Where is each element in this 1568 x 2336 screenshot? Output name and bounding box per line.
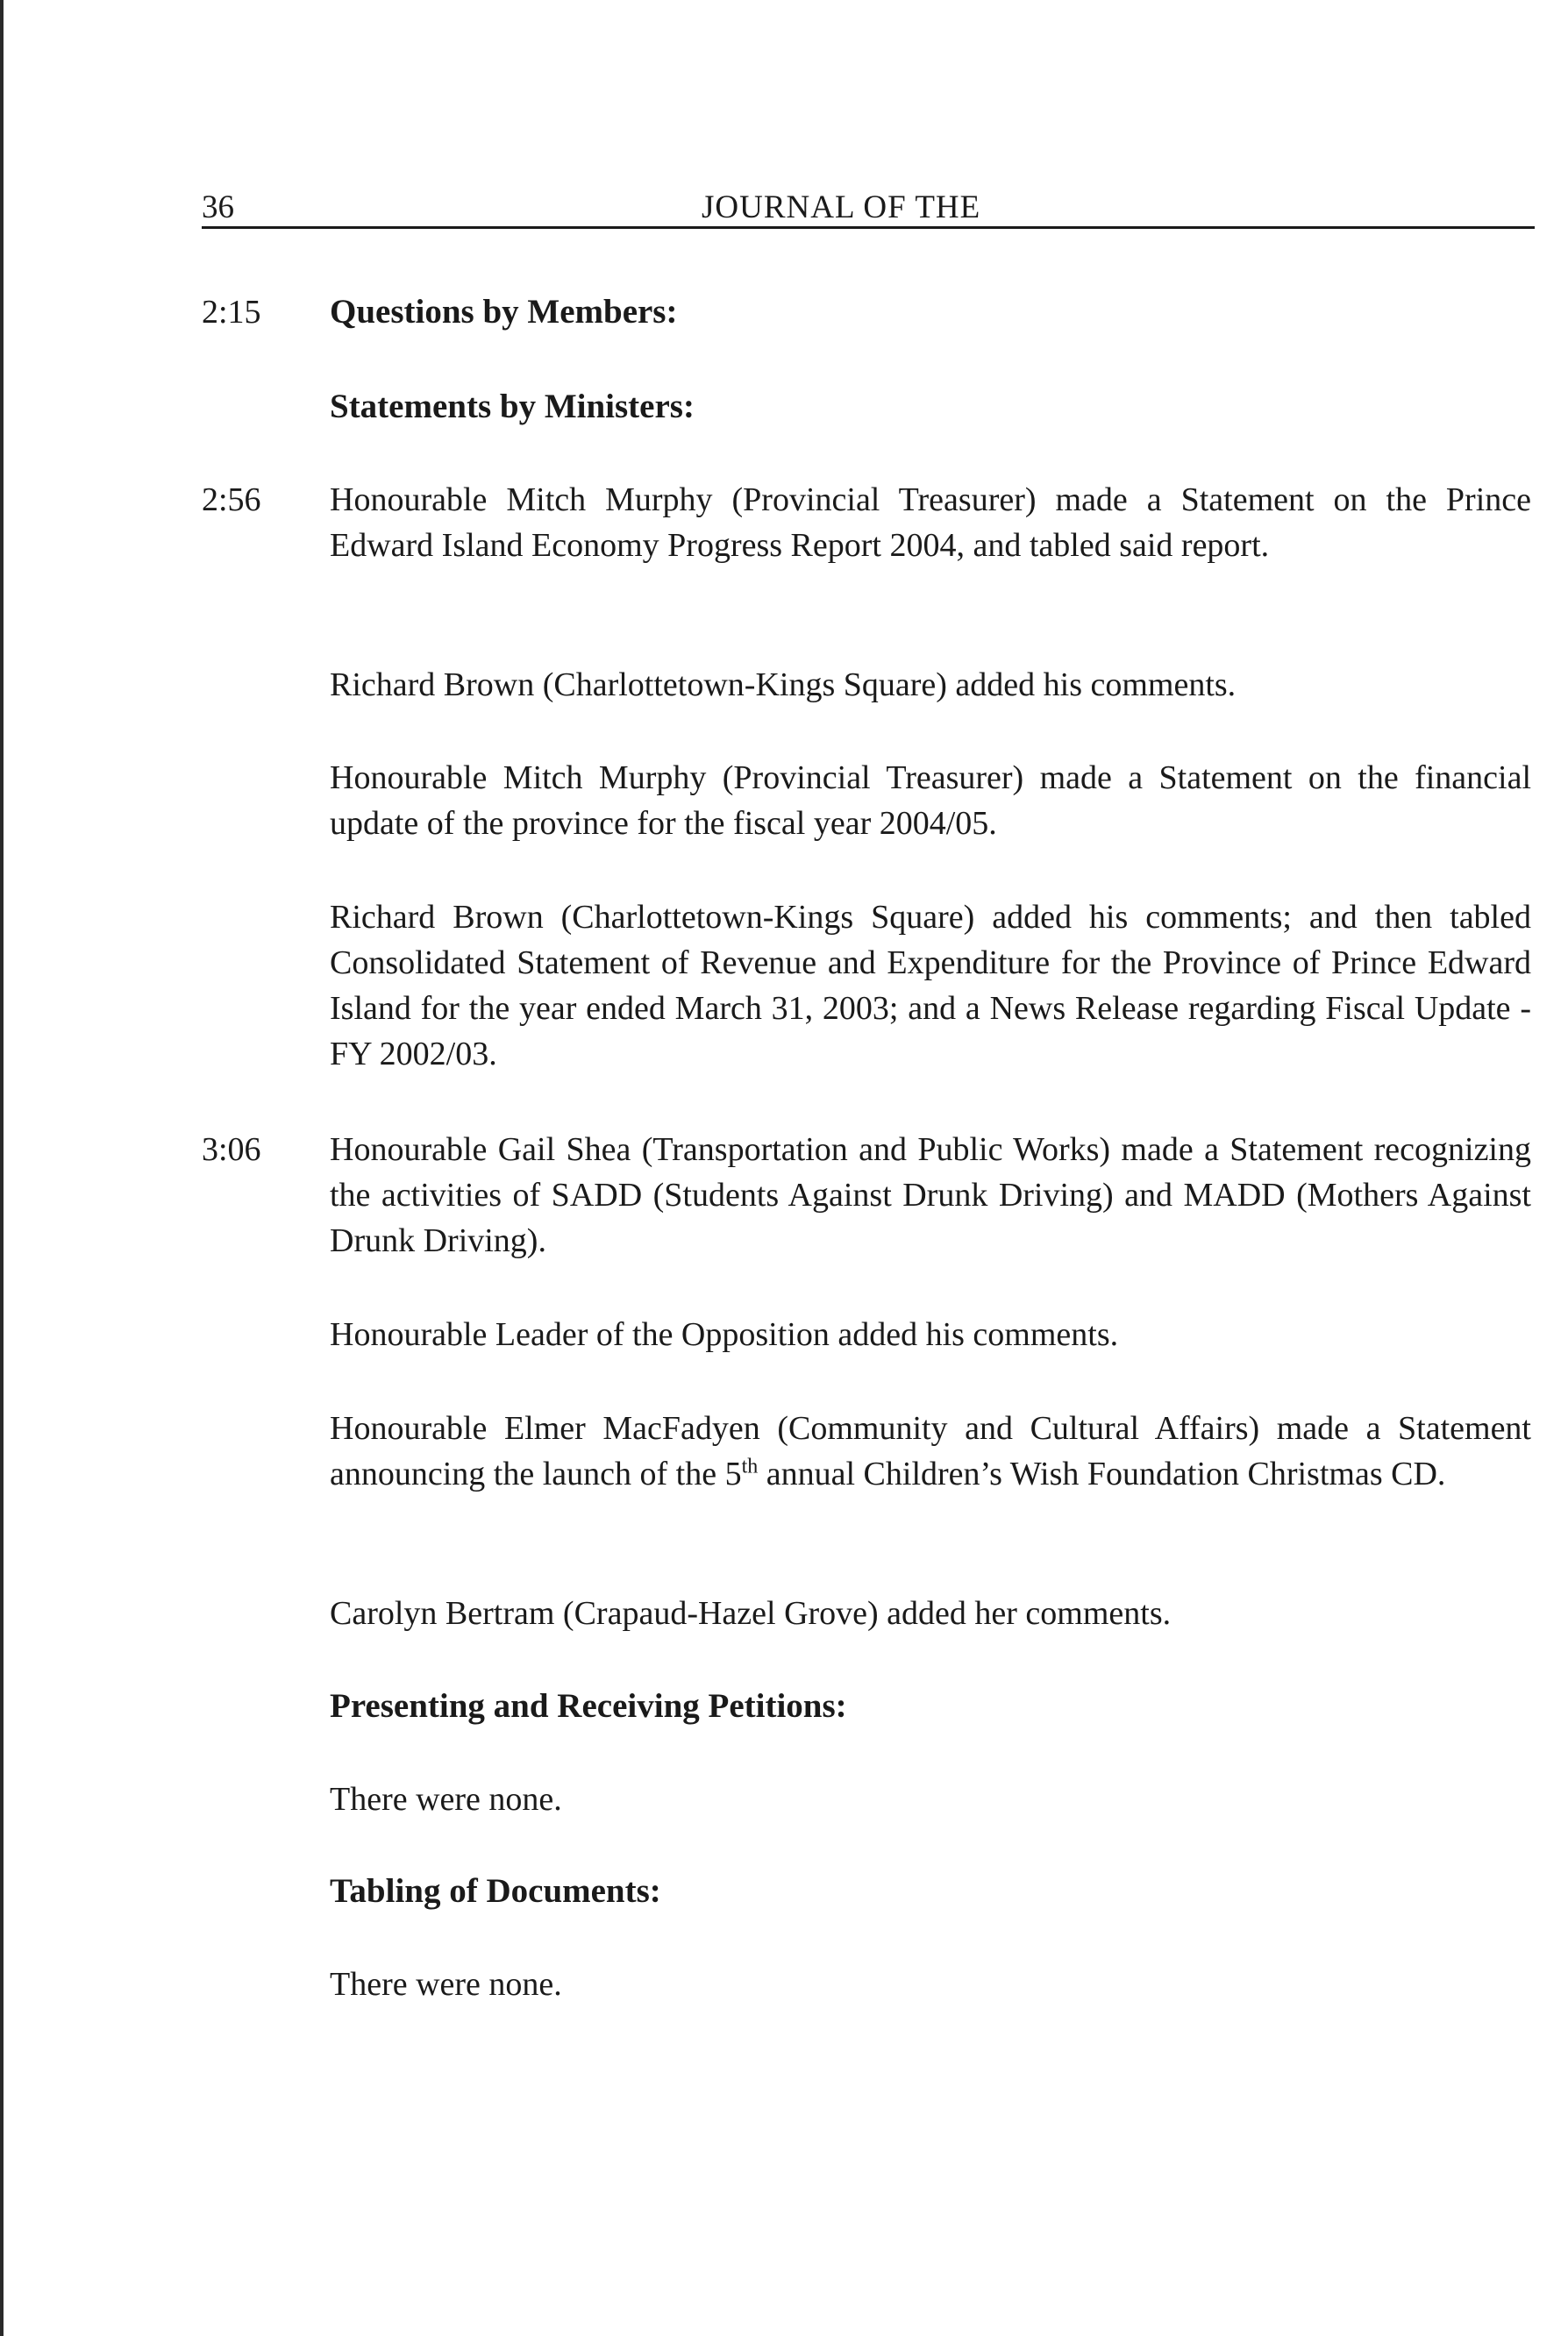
paragraph-text: Honourable Mitch Murphy (Provincial Treasurer) made a Statement on the Prince Edward Island Economy Progress Report 2004, and tabled said report. <box>330 481 1531 564</box>
paragraph-text-part: annual Children’s Wish Foundation Christmas CD. <box>758 1456 1446 1492</box>
page-number: 36 <box>202 189 234 225</box>
journal-paragraph <box>330 1127 1531 1264</box>
journal-paragraph <box>330 1312 1531 1357</box>
paragraph-text: Richard Brown (Charlottetown-Kings Square) added his comments. <box>330 666 1237 703</box>
page-header <box>202 188 1535 228</box>
running-title: JOURNAL OF THE <box>702 189 981 225</box>
journal-paragraph <box>330 894 1531 1077</box>
paragraph-text: There were none. <box>330 1966 562 2003</box>
journal-paragraph <box>330 1777 1531 1822</box>
paragraph-text: Carolyn Bertram (Crapaud-Hazel Grove) added her comments. <box>330 1595 1172 1632</box>
paragraph-text: Honourable Mitch Murphy (Provincial Treasurer) made a Statement on the financial update of the province for the fiscal year 2004/05. <box>330 759 1531 842</box>
paragraph-text-part: Honourable Elmer MacFadyen (Community and Cultural Affairs) made a Statement announcing the launch of the 5 <box>330 1410 1531 1492</box>
section-heading-statements: Statements by Ministers: <box>330 388 695 425</box>
journal-paragraph <box>330 1591 1531 1636</box>
time-stamp: 2:15 <box>202 294 261 331</box>
journal-paragraph <box>330 477 1531 568</box>
paragraph-text: Honourable Gail Shea (Transportation and Public Works) made a Statement recognizing the activities of SADD (Students Against Drunk Driving) and MADD (Mothers Against Drunk Driving). <box>330 1131 1531 1259</box>
time-stamp: 2:56 <box>202 481 261 518</box>
page-left-edge <box>0 0 4 2336</box>
paragraph-text: Honourable Leader of the Opposition added his comments. <box>330 1316 1119 1353</box>
journal-paragraph <box>330 1962 1531 2007</box>
paragraph-text: There were none. <box>330 1781 562 1818</box>
header-rule <box>202 226 1535 229</box>
section-heading-petitions: Presenting and Receiving Petitions: <box>330 1687 847 1725</box>
journal-paragraph <box>330 755 1531 846</box>
journal-paragraph <box>330 1406 1531 1497</box>
time-stamp: 3:06 <box>202 1131 261 1168</box>
section-heading-tabling: Tabling of Documents: <box>330 1872 661 1910</box>
ordinal-superscript: th <box>741 1455 759 1478</box>
journal-paragraph <box>330 662 1531 708</box>
paragraph-text: Richard Brown (Charlottetown-Kings Square) added his comments; and then tabled Consolidated Statement of Revenue and Expenditure for the Province of Prince Edward Island for the year ended March 31, 2003; and a News Release regarding Fiscal Update - FY 2002/03. <box>330 899 1531 1072</box>
paragraph-text <box>330 1406 1531 1497</box>
section-heading-questions: Questions by Members: <box>330 293 678 331</box>
